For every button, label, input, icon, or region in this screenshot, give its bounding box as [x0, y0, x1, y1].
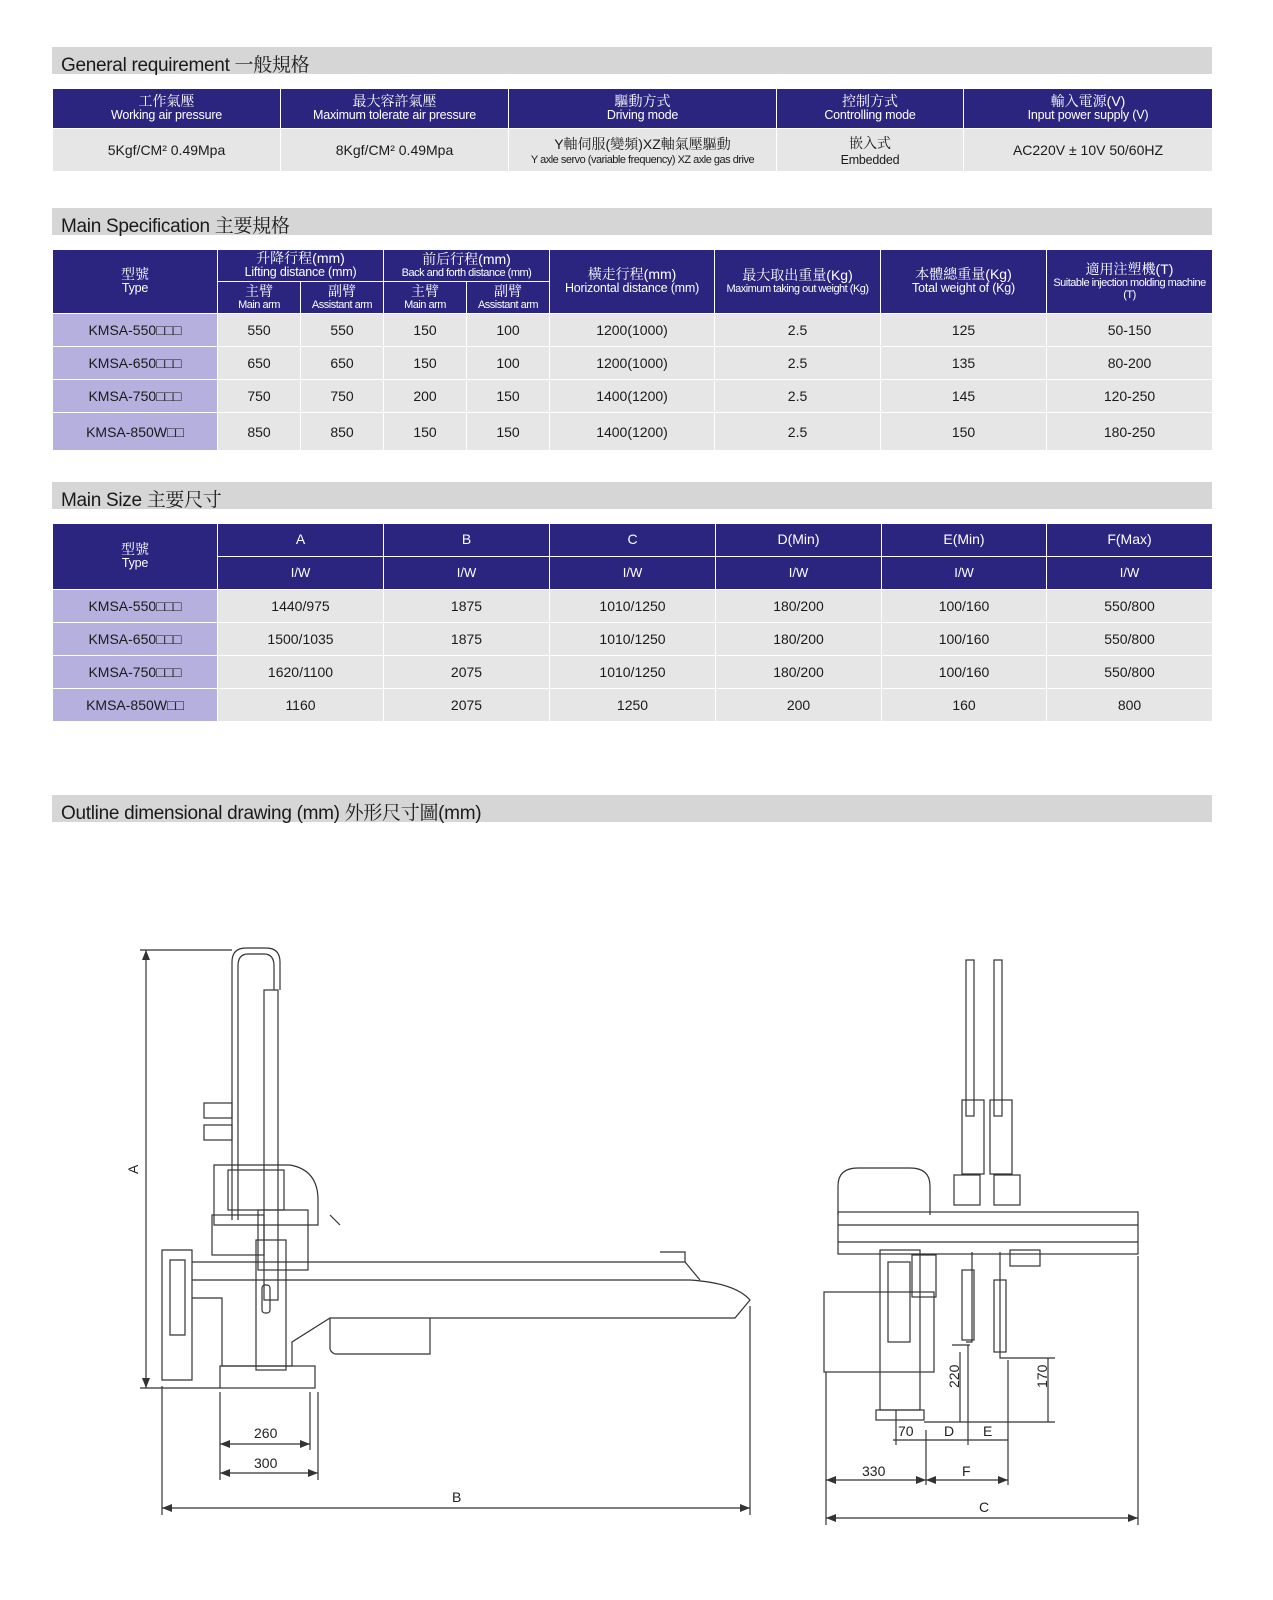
- dim-label-70: 70: [898, 1423, 914, 1439]
- value-cell: 5Kgf/CM² 0.49Mpa: [53, 129, 281, 172]
- value-cell: Y軸伺服(變頻)XZ軸氣壓驅動 Y axle servo (variable frequency) XZ axle gas drive: [509, 129, 777, 172]
- size-col-header: D(Min): [716, 524, 882, 557]
- value-cell: 550/800: [1047, 590, 1213, 623]
- value-cell: 1875: [384, 590, 550, 623]
- type-cell: KMSA-550□□□: [53, 314, 218, 347]
- section-title: General requirement 一般規格: [61, 55, 310, 76]
- value-cell: 1875: [384, 623, 550, 656]
- type-header: 型號 Type: [53, 524, 218, 590]
- assist-arm-header: 副臂 Assistant arm: [301, 282, 384, 314]
- header-cell: 最大容許氣壓 Maximum tolerate air pressure: [281, 89, 509, 129]
- dim-label-c: C: [979, 1499, 990, 1515]
- value-cell: 150: [384, 314, 467, 347]
- value-cell: 1400(1200): [550, 380, 715, 413]
- value-cell: 100/160: [882, 590, 1047, 623]
- value-cell: 1400(1200): [550, 413, 715, 451]
- value-cell: 650: [301, 347, 384, 380]
- dim-label-260: 260: [254, 1425, 278, 1441]
- size-subheader: I/W: [218, 557, 384, 590]
- value-cell: 1250: [550, 689, 716, 722]
- machine-header: 適用注塑機(T) Suitable injection molding machine (T): [1047, 250, 1213, 314]
- type-cell: KMSA-750□□□: [53, 656, 218, 689]
- header-cell: 驅動方式 Driving mode: [509, 89, 777, 129]
- table-row: [53, 623, 1213, 656]
- assist-arm-header: 副臂 Assistant arm: [467, 282, 550, 314]
- value-cell: 180/200: [716, 590, 882, 623]
- value-cell: 嵌入式 Embedded: [777, 129, 964, 172]
- total-weight-header: 本體總重量(Kg) Total weight of (Kg): [881, 250, 1047, 314]
- value-cell: 150: [881, 413, 1047, 451]
- value-cell: 800: [1047, 689, 1213, 722]
- outline-drawing-header: [52, 795, 1212, 822]
- value-cell: 150: [384, 413, 467, 451]
- value-cell: 1440/975: [218, 590, 384, 623]
- table-row: [53, 689, 1213, 722]
- type-cell: KMSA-550□□□: [53, 590, 218, 623]
- section-title: Main Specification 主要規格: [61, 216, 290, 237]
- value-cell: 125: [881, 314, 1047, 347]
- dim-label-f: F: [962, 1463, 971, 1479]
- value-cell: 8Kgf/CM² 0.49Mpa: [281, 129, 509, 172]
- table-row: [53, 380, 1213, 413]
- value-cell: 1010/1250: [550, 656, 716, 689]
- size-col-header: E(Min): [882, 524, 1047, 557]
- dim-label-170: 170: [1034, 1364, 1050, 1388]
- front-view-drawing: [824, 960, 1138, 1420]
- value-cell: 2075: [384, 656, 550, 689]
- size-subheader: I/W: [550, 557, 716, 590]
- value-cell: 150: [384, 347, 467, 380]
- value-cell: 1500/1035: [218, 623, 384, 656]
- dim-label-d: D: [944, 1423, 955, 1439]
- value-cell: 160: [882, 689, 1047, 722]
- value-cell: 100: [467, 347, 550, 380]
- size-col-header: B: [384, 524, 550, 557]
- value-cell: 100: [467, 314, 550, 347]
- value-cell: 50-150: [1047, 314, 1213, 347]
- type-cell: KMSA-650□□□: [53, 347, 218, 380]
- value-cell: AC220V ± 10V 50/60HZ: [964, 129, 1213, 172]
- value-cell: 650: [218, 347, 301, 380]
- value-cell: 100/160: [882, 623, 1047, 656]
- type-cell: KMSA-750□□□: [53, 380, 218, 413]
- horizontal-header: 橫走行程(mm) Horizontal distance (mm): [550, 250, 715, 314]
- value-cell: 750: [218, 380, 301, 413]
- size-subheader: I/W: [1047, 557, 1213, 590]
- size-subheader: I/W: [716, 557, 882, 590]
- size-col-header: F(Max): [1047, 524, 1213, 557]
- value-cell: 1200(1000): [550, 347, 715, 380]
- value-cell: 180-250: [1047, 413, 1213, 451]
- value-cell: 100/160: [882, 656, 1047, 689]
- main-size-header: [52, 482, 1212, 509]
- type-cell: KMSA-850W□□: [53, 413, 218, 451]
- value-cell: 1200(1000): [550, 314, 715, 347]
- type-cell: KMSA-650□□□: [53, 623, 218, 656]
- main-size-table: [52, 523, 1213, 722]
- value-cell: 135: [881, 347, 1047, 380]
- general-requirement-table: [52, 88, 1213, 172]
- table-row: [53, 413, 1213, 451]
- value-cell: 1010/1250: [550, 590, 716, 623]
- dim-label-330: 330: [862, 1463, 886, 1479]
- value-cell: 2.5: [715, 380, 881, 413]
- value-cell: 200: [716, 689, 882, 722]
- header-cell: 輸入電源(V) Input power supply (V): [964, 89, 1213, 129]
- value-cell: 200: [384, 380, 467, 413]
- table-row: [53, 314, 1213, 347]
- value-cell: 150: [467, 380, 550, 413]
- value-cell: 550/800: [1047, 656, 1213, 689]
- side-view-drawing: [162, 948, 750, 1388]
- value-cell: 80-200: [1047, 347, 1213, 380]
- dim-label-e: E: [983, 1423, 993, 1439]
- size-col-header: C: [550, 524, 716, 557]
- header-cell: 工作氣壓 Working air pressure: [53, 89, 281, 129]
- front-dimensions: [826, 1256, 1138, 1525]
- dim-label-a: A: [125, 1164, 141, 1174]
- size-subheader: I/W: [384, 557, 550, 590]
- dim-label-220: 220: [946, 1364, 962, 1388]
- value-cell: 1010/1250: [550, 623, 716, 656]
- main-specification-table: [52, 249, 1213, 451]
- value-cell: 850: [218, 413, 301, 451]
- value-cell: 145: [881, 380, 1047, 413]
- value-cell: 150: [467, 413, 550, 451]
- value-cell: 1160: [218, 689, 384, 722]
- value-cell: 120-250: [1047, 380, 1213, 413]
- backforth-header: 前后行程(mm) Back and forth distance (mm): [384, 250, 550, 282]
- header-cell: 控制方式 Controlling mode: [777, 89, 964, 129]
- table-row: [53, 656, 1213, 689]
- value-cell: 550: [218, 314, 301, 347]
- max-weight-header: 最大取出重量(Kg) Maximum taking out weight (Kg): [715, 250, 881, 314]
- section-title: Main Size 主要尺寸: [61, 490, 222, 511]
- type-cell: KMSA-850W□□: [53, 689, 218, 722]
- dim-label-300: 300: [254, 1455, 278, 1471]
- outline-drawing: [0, 920, 1273, 1540]
- value-cell: 2.5: [715, 347, 881, 380]
- general-requirement-header: [52, 47, 1212, 74]
- value-cell: 1620/1100: [218, 656, 384, 689]
- value-cell: 180/200: [716, 656, 882, 689]
- table-row: [53, 347, 1213, 380]
- size-col-header: A: [218, 524, 384, 557]
- value-cell: 550/800: [1047, 623, 1213, 656]
- value-cell: 2.5: [715, 413, 881, 451]
- section-title: Outline dimensional drawing (mm) 外形尺寸圖(mm): [61, 803, 482, 824]
- lifting-header: 升降行程(mm) Lifting distance (mm): [218, 250, 384, 282]
- size-subheader: I/W: [882, 557, 1047, 590]
- value-cell: 750: [301, 380, 384, 413]
- value-cell: 550: [301, 314, 384, 347]
- value-cell: 2075: [384, 689, 550, 722]
- main-arm-header: 主臂 Main arm: [384, 282, 467, 314]
- main-specification-header: [52, 208, 1212, 235]
- value-cell: 2.5: [715, 314, 881, 347]
- value-cell: 850: [301, 413, 384, 451]
- value-cell: 180/200: [716, 623, 882, 656]
- main-arm-header: 主臂 Main arm: [218, 282, 301, 314]
- table-row: [53, 590, 1213, 623]
- dim-label-b: B: [452, 1489, 462, 1505]
- type-header: 型號 Type: [53, 250, 218, 314]
